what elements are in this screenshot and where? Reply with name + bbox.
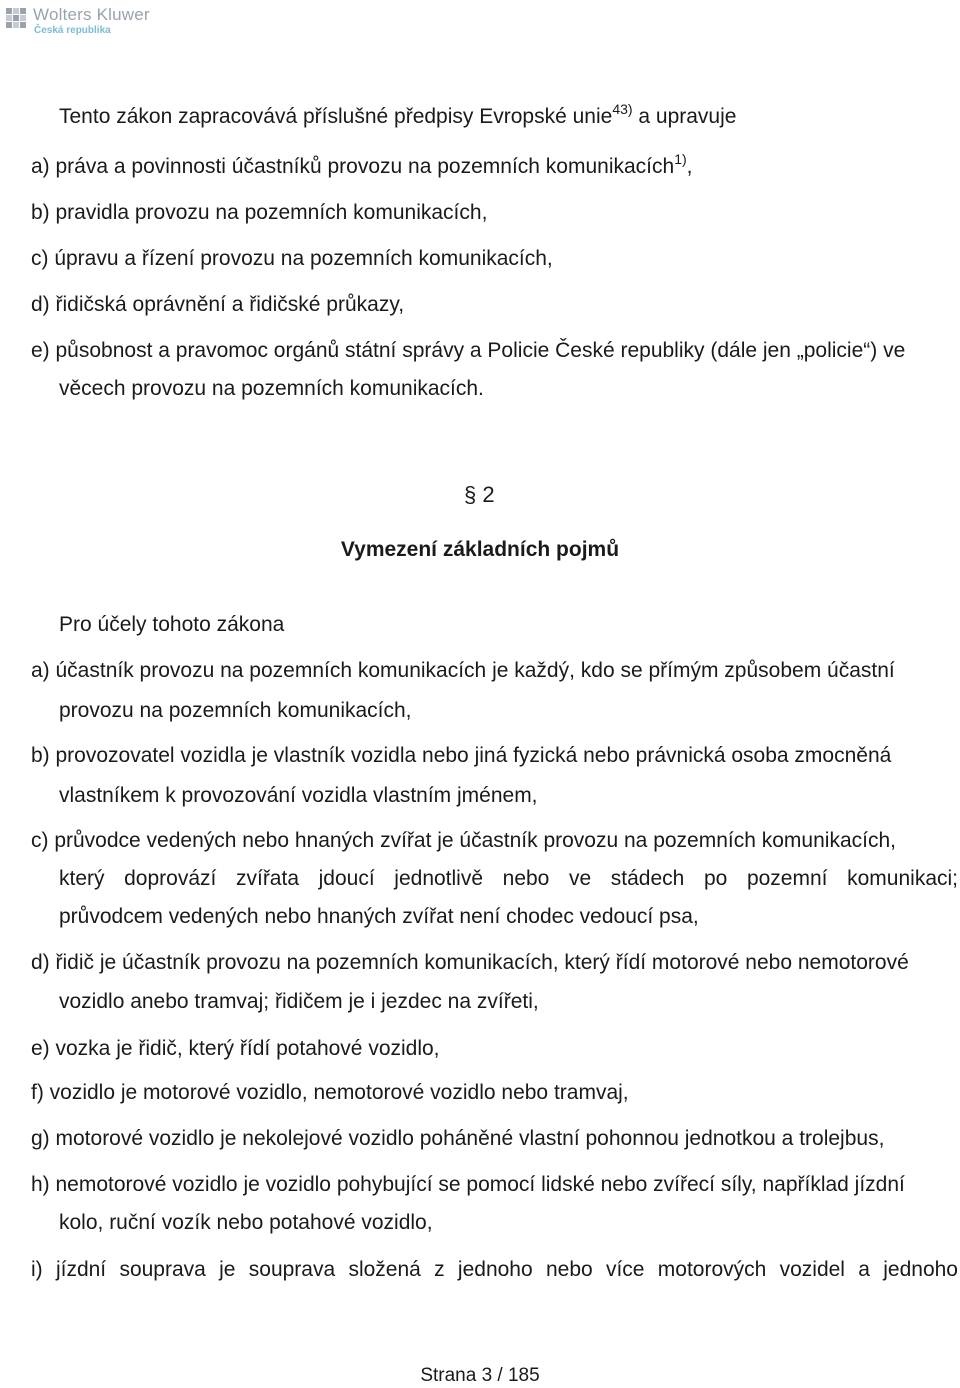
definition-b-line1: b) provozovatel vozidla je vlastník vozidla nebo jiná fyzická nebo právnická osoba zmocněná (31, 744, 892, 767)
brand-name: Wolters Kluwer (33, 5, 150, 24)
definition-c-line2: který doprovází zvířata jdoucí jednotlivě nebo ve stádech po pozemní komunikaci; (59, 867, 958, 890)
definition-c-line3: průvodcem vedených nebo hnaných zvířat není chodec vedoucí psa, (59, 905, 699, 928)
definition-a-line2: provozu na pozemních komunikacích, (59, 699, 412, 722)
intro-text: Tento zákon zapracovává příslušné předpisy Evropské unie (59, 105, 613, 128)
brand-subtitle: Česká republika (34, 25, 111, 36)
item-a (31, 151, 693, 181)
item-a-after: , (686, 155, 693, 178)
page-number: Strana 3 / 185 (420, 1365, 540, 1386)
definition-h-line2: kolo, ruční vozík nebo potahové vozidlo, (59, 1211, 433, 1234)
item-e-line1: e) působnost a pravomoc orgánů státní správy a Policie České republiky (dále jen „policie“) ve (31, 339, 906, 362)
definitions-intro: Pro účely tohoto zákona (59, 613, 285, 636)
section-title: Vymezení základních pojmů (340, 538, 620, 561)
item-b: b) pravidla provozu na pozemních komunikacích, (31, 201, 488, 224)
brand-logo (4, 4, 154, 38)
definition-d-line2: vozidlo anebo tramvaj; řidičem je i jezdec na zvířeti, (59, 990, 539, 1013)
definition-i-line1: i) jízdní souprava je souprava složená z jednoho nebo více motorových vozidel a jednoho (31, 1258, 958, 1281)
intro-paragraph (59, 101, 737, 131)
definition-h-line1: h) nemotorové vozidlo je vozidlo pohybující se pomocí lidské nebo zvířecí síly, například jízdní (31, 1173, 905, 1196)
definition-a-line1: a) účastník provozu na pozemních komunikacích je každý, kdo se přímým způsobem účastní (31, 659, 895, 682)
item-e-line2: věcech provozu na pozemních komunikacích. (59, 377, 484, 400)
definition-f: f) vozidlo je motorové vozidlo, nemotorové vozidlo nebo tramvaj, (31, 1081, 629, 1104)
footnote-ref: 1) (674, 151, 687, 167)
definition-g: g) motorové vozidlo je nekolejové vozidlo poháněné vlastní pohonnou jednotkou a trolejbus, (31, 1127, 885, 1150)
definition-d-line1: d) řidič je účastník provozu na pozemních komunikacích, který řídí motorové nebo nemotorové (31, 951, 909, 974)
item-d: d) řidičská oprávnění a řidičské průkazy, (31, 293, 405, 316)
definition-b-line2: vlastníkem k provozování vozidla vlastním jménem, (59, 784, 538, 807)
intro-after: a upravuje (632, 105, 737, 128)
definition-e: e) vozka je řidič, který řídí potahové vozidlo, (31, 1037, 440, 1060)
wolters-kluwer-logo-icon (4, 6, 28, 30)
definition-c-line1: c) průvodce vedených nebo hnaných zvířat je účastník provozu na pozemních komunikacích, (31, 829, 896, 852)
footnote-ref: 43) (612, 101, 633, 117)
item-a-text: a) práva a povinnosti účastníků provozu na pozemních komunikacích (31, 155, 675, 178)
section-number: § 2 (464, 482, 495, 507)
item-c: c) úpravu a řízení provozu na pozemních komunikacích, (31, 247, 553, 270)
